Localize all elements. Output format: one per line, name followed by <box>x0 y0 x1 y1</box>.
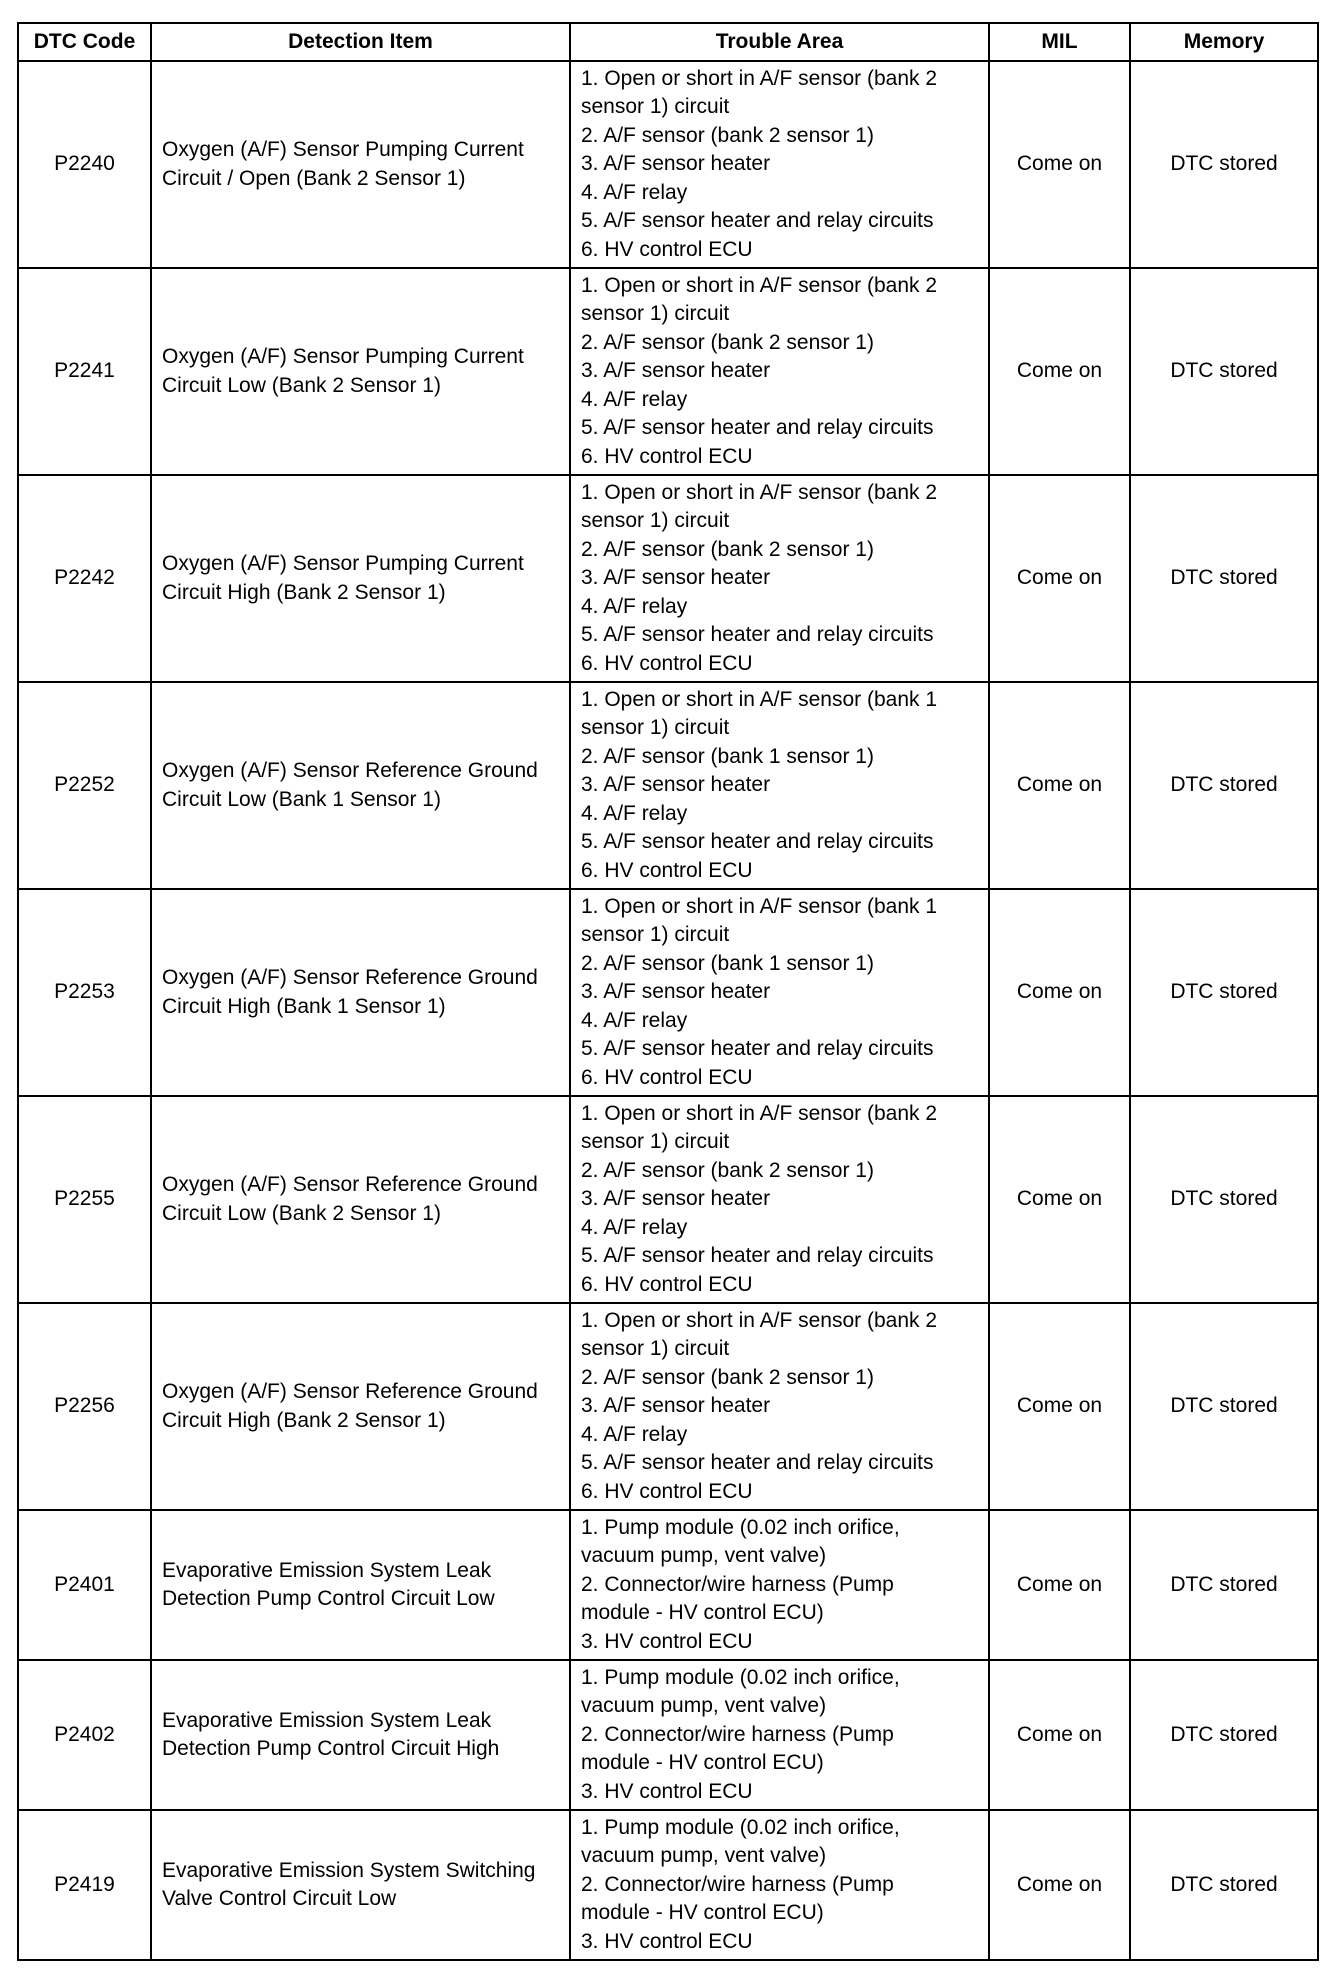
dtc-code-cell: P2401 <box>18 1510 151 1660</box>
dtc-code-cell: P2402 <box>18 1660 151 1810</box>
trouble-area-line: sensor 1) circuit <box>581 509 730 533</box>
trouble-area-line: sensor 1) circuit <box>581 716 730 740</box>
trouble-area-line: 6. HV control ECU <box>581 1065 753 1089</box>
detection-item-line: Oxygen (A/F) Sensor Reference Ground <box>162 759 538 782</box>
table-body <box>18 61 1318 1960</box>
header-mil: MIL <box>989 23 1130 61</box>
table-row <box>18 889 1318 1096</box>
trouble-area-line: 4. A/F relay <box>581 1008 688 1032</box>
table-row <box>18 1096 1318 1303</box>
memory-cell: DTC stored <box>1130 889 1318 1096</box>
trouble-area-line: 3. A/F sensor heater <box>581 359 771 383</box>
trouble-area-line: module - HV control ECU) <box>581 1601 824 1625</box>
trouble-area-cell <box>570 475 989 682</box>
dtc-code-cell: P2252 <box>18 682 151 889</box>
trouble-area-line: 2. A/F sensor (bank 1 sensor 1) <box>581 951 874 975</box>
detection-item-cell <box>151 1096 570 1303</box>
detection-item-cell <box>151 1660 570 1810</box>
dtc-code-cell: P2241 <box>18 268 151 475</box>
detection-item-line: Circuit Low (Bank 2 Sensor 1) <box>162 1201 441 1225</box>
trouble-area-line: vacuum pump, vent valve) <box>581 1844 827 1868</box>
trouble-area-line: 2. Connector/wire harness (Pump <box>581 1572 894 1596</box>
memory-cell: DTC stored <box>1130 1510 1318 1660</box>
dtc-code-cell: P2255 <box>18 1096 151 1303</box>
trouble-area-line: 6. HV control ECU <box>581 444 753 468</box>
detection-item-line: Circuit Low (Bank 2 Sensor 1) <box>162 373 441 397</box>
trouble-area-cell <box>570 889 989 1096</box>
trouble-area-cell <box>570 268 989 475</box>
trouble-area-cell <box>570 682 989 889</box>
detection-item-line: Oxygen (A/F) Sensor Pumping Current <box>162 552 524 575</box>
detection-item-line: Oxygen (A/F) Sensor Reference Ground <box>162 1380 538 1403</box>
dtc-code-cell: P2419 <box>18 1810 151 1960</box>
mil-cell: Come on <box>989 1810 1130 1960</box>
detection-item-line: Evaporative Emission System Switching <box>162 1858 536 1882</box>
trouble-area-cell <box>570 61 989 268</box>
memory-cell: DTC stored <box>1130 1303 1318 1510</box>
mil-cell: Come on <box>989 1660 1130 1810</box>
table-row <box>18 268 1318 475</box>
table-row <box>18 1810 1318 1960</box>
trouble-area-line: vacuum pump, vent valve) <box>581 1694 827 1718</box>
dtc-code-cell: P2242 <box>18 475 151 682</box>
trouble-area-line: 5. A/F sensor heater and relay circuits <box>581 416 934 440</box>
trouble-area-line: 5. A/F sensor heater and relay circuits <box>581 1451 934 1475</box>
trouble-area-line: sensor 1) circuit <box>581 95 730 119</box>
trouble-area-line: 1. Open or short in A/F sensor (bank 2 <box>581 1101 938 1125</box>
detection-item-cell <box>151 1810 570 1960</box>
detection-item-line: Oxygen (A/F) Sensor Reference Ground <box>162 1173 538 1196</box>
detection-item-cell <box>151 1303 570 1510</box>
table-row <box>18 1660 1318 1810</box>
mil-cell: Come on <box>989 268 1130 475</box>
trouble-area-line: 3. HV control ECU <box>581 1929 753 1953</box>
detection-item-line: Evaporative Emission System Leak <box>162 1708 492 1732</box>
trouble-area-line: 1. Pump module (0.02 inch orifice, <box>581 1665 900 1689</box>
trouble-area-line: module - HV control ECU) <box>581 1751 824 1775</box>
trouble-area-line: 3. A/F sensor heater <box>581 1394 771 1418</box>
detection-item-line: Circuit High (Bank 2 Sensor 1) <box>162 1408 446 1432</box>
detection-item-line: Evaporative Emission System Leak <box>162 1558 492 1582</box>
detection-item-line: Oxygen (A/F) Sensor Reference Ground <box>162 966 538 989</box>
trouble-area-line: 6. HV control ECU <box>581 237 753 261</box>
trouble-area-line: 2. A/F sensor (bank 2 sensor 1) <box>581 330 874 354</box>
detection-item-line: Circuit High (Bank 1 Sensor 1) <box>162 994 446 1018</box>
detection-item-cell <box>151 1510 570 1660</box>
trouble-area-line: 2. Connector/wire harness (Pump <box>581 1722 894 1746</box>
trouble-area-line: 2. A/F sensor (bank 2 sensor 1) <box>581 537 874 561</box>
trouble-area-line: 1. Open or short in A/F sensor (bank 2 <box>581 273 938 297</box>
header-row <box>18 23 1318 61</box>
detection-item-cell <box>151 268 570 475</box>
trouble-area-line: 1. Pump module (0.02 inch orifice, <box>581 1515 900 1539</box>
trouble-area-line: 1. Pump module (0.02 inch orifice, <box>581 1815 900 1839</box>
trouble-area-line: 5. A/F sensor heater and relay circuits <box>581 1244 934 1268</box>
table-row <box>18 1510 1318 1660</box>
mil-cell: Come on <box>989 889 1130 1096</box>
header-trouble-area: Trouble Area <box>570 23 989 61</box>
memory-cell: DTC stored <box>1130 682 1318 889</box>
detection-item-line: Circuit / Open (Bank 2 Sensor 1) <box>162 166 466 190</box>
trouble-area-line: 5. A/F sensor heater and relay circuits <box>581 1037 934 1061</box>
trouble-area-line: 2. A/F sensor (bank 2 sensor 1) <box>581 1365 874 1389</box>
trouble-area-cell <box>570 1810 989 1960</box>
trouble-area-line: 1. Open or short in A/F sensor (bank 1 <box>581 687 938 711</box>
trouble-area-line: 1. Open or short in A/F sensor (bank 2 <box>581 480 938 504</box>
mil-cell: Come on <box>989 61 1130 268</box>
dtc-code-cell: P2256 <box>18 1303 151 1510</box>
trouble-area-line: vacuum pump, vent valve) <box>581 1544 827 1568</box>
detection-item-line: Oxygen (A/F) Sensor Pumping Current <box>162 345 524 368</box>
memory-cell: DTC stored <box>1130 1810 1318 1960</box>
trouble-area-line: 1. Open or short in A/F sensor (bank 1 <box>581 894 938 918</box>
dtc-code-cell: P2240 <box>18 61 151 268</box>
mil-cell: Come on <box>989 1303 1130 1510</box>
trouble-area-line: 5. A/F sensor heater and relay circuits <box>581 209 934 233</box>
trouble-area-line: 4. A/F relay <box>581 1215 688 1239</box>
trouble-area-line: 3. A/F sensor heater <box>581 152 771 176</box>
detection-item-cell <box>151 889 570 1096</box>
trouble-area-line: 5. A/F sensor heater and relay circuits <box>581 830 934 854</box>
trouble-area-cell <box>570 1510 989 1660</box>
memory-cell: DTC stored <box>1130 475 1318 682</box>
memory-cell: DTC stored <box>1130 1660 1318 1810</box>
trouble-area-line: 2. A/F sensor (bank 1 sensor 1) <box>581 744 874 768</box>
trouble-area-line: sensor 1) circuit <box>581 1337 730 1361</box>
table-row <box>18 1303 1318 1510</box>
trouble-area-line: module - HV control ECU) <box>581 1901 824 1925</box>
trouble-area-line: 3. HV control ECU <box>581 1629 753 1653</box>
trouble-area-line: sensor 1) circuit <box>581 923 730 947</box>
trouble-area-line: 3. HV control ECU <box>581 1779 753 1803</box>
trouble-area-line: 2. A/F sensor (bank 2 sensor 1) <box>581 123 874 147</box>
trouble-area-line: sensor 1) circuit <box>581 302 730 326</box>
mil-cell: Come on <box>989 1096 1130 1303</box>
trouble-area-line: 2. Connector/wire harness (Pump <box>581 1872 894 1896</box>
memory-cell: DTC stored <box>1130 61 1318 268</box>
detection-item-line: Oxygen (A/F) Sensor Pumping Current <box>162 138 524 161</box>
trouble-area-line: 4. A/F relay <box>581 180 688 204</box>
table-row <box>18 682 1318 889</box>
trouble-area-line: 6. HV control ECU <box>581 651 753 675</box>
trouble-area-line: 5. A/F sensor heater and relay circuits <box>581 623 934 647</box>
trouble-area-cell <box>570 1660 989 1810</box>
trouble-area-line: 4. A/F relay <box>581 594 688 618</box>
mil-cell: Come on <box>989 475 1130 682</box>
dtc-code-cell: P2253 <box>18 889 151 1096</box>
trouble-area-line: 6. HV control ECU <box>581 1479 753 1503</box>
trouble-area-line: 3. A/F sensor heater <box>581 980 771 1004</box>
detection-item-line: Circuit High (Bank 2 Sensor 1) <box>162 580 446 604</box>
table-row <box>18 61 1318 268</box>
detection-item-line: Valve Control Circuit Low <box>162 1887 397 1910</box>
detection-item-line: Detection Pump Control Circuit High <box>162 1737 500 1760</box>
trouble-area-line: 6. HV control ECU <box>581 1272 753 1296</box>
detection-item-line: Detection Pump Control Circuit Low <box>162 1587 495 1610</box>
trouble-area-line: sensor 1) circuit <box>581 1130 730 1154</box>
header-detection-item: Detection Item <box>151 23 570 61</box>
header-memory: Memory <box>1130 23 1318 61</box>
detection-item-cell <box>151 61 570 268</box>
trouble-area-line: 1. Open or short in A/F sensor (bank 2 <box>581 66 938 90</box>
trouble-area-line: 3. A/F sensor heater <box>581 566 771 590</box>
detection-item-line: Circuit Low (Bank 1 Sensor 1) <box>162 787 441 811</box>
detection-item-cell <box>151 475 570 682</box>
trouble-area-line: 4. A/F relay <box>581 387 688 411</box>
dtc-table <box>17 22 1319 1961</box>
detection-item-cell <box>151 682 570 889</box>
mil-cell: Come on <box>989 682 1130 889</box>
header-dtc-code: DTC Code <box>18 23 151 61</box>
memory-cell: DTC stored <box>1130 268 1318 475</box>
trouble-area-line: 6. HV control ECU <box>581 858 753 882</box>
trouble-area-cell <box>570 1096 989 1303</box>
trouble-area-line: 4. A/F relay <box>581 801 688 825</box>
trouble-area-line: 3. A/F sensor heater <box>581 1187 771 1211</box>
mil-cell: Come on <box>989 1510 1130 1660</box>
trouble-area-line: 1. Open or short in A/F sensor (bank 2 <box>581 1308 938 1332</box>
trouble-area-line: 3. A/F sensor heater <box>581 773 771 797</box>
trouble-area-cell <box>570 1303 989 1510</box>
trouble-area-line: 4. A/F relay <box>581 1422 688 1446</box>
memory-cell: DTC stored <box>1130 1096 1318 1303</box>
trouble-area-line: 2. A/F sensor (bank 2 sensor 1) <box>581 1158 874 1182</box>
table-row <box>18 475 1318 682</box>
